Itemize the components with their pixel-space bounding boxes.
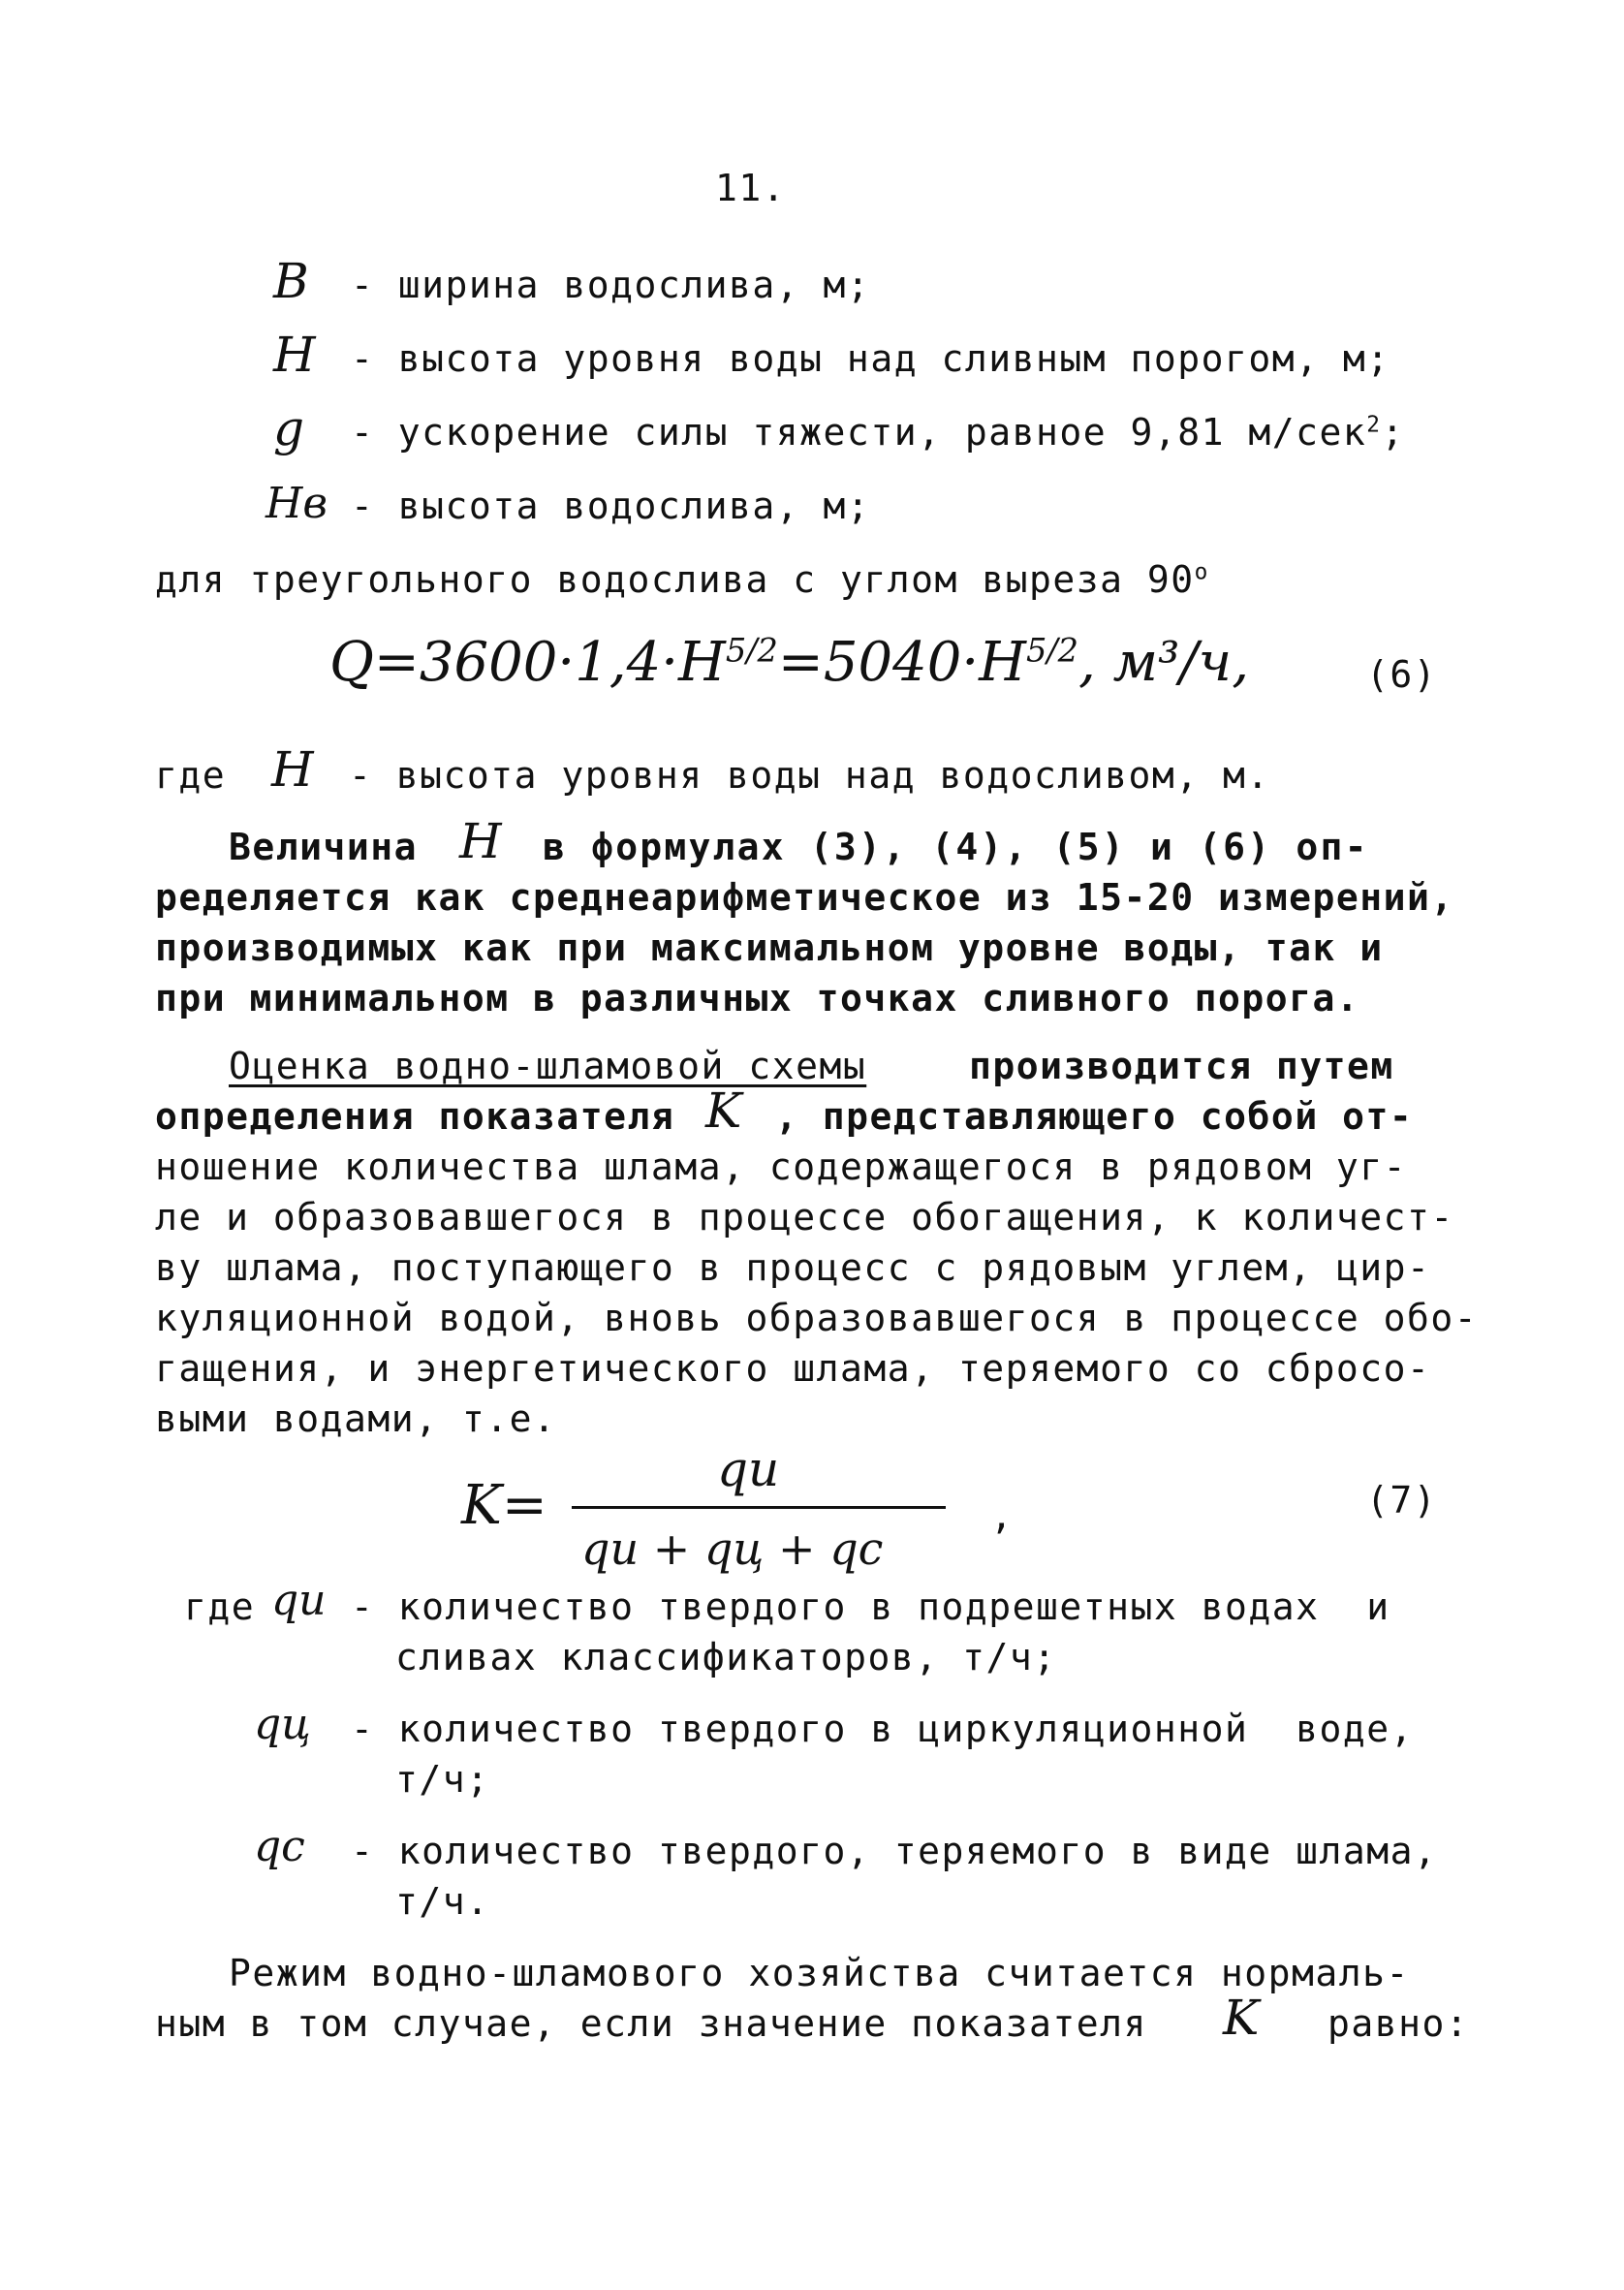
definition-qc-line2: т/ч; bbox=[395, 1758, 490, 1801]
formula-7-comma: , bbox=[990, 1494, 1015, 1537]
formula-6: $Q=3600\cdot 1,4\cdot H^{5/2}=5040\cdot H^{5/2}$, м³/ч, bbox=[329, 631, 1249, 694]
symbol-qc: qц bbox=[254, 1700, 311, 1749]
paragraph-h-line4: при минимальном в различных точках сливного порога. bbox=[155, 977, 1360, 1020]
formula-7-denominator: qи + qц + qс bbox=[581, 1522, 884, 1575]
paragraph-k-line4: ле и образовавшегося в процессе обогащения, к количест- bbox=[155, 1196, 1454, 1239]
paragraph-h-symbol: H bbox=[459, 813, 502, 869]
formula-6-number: (6) bbox=[1366, 653, 1438, 696]
paragraph-k-line2-a: определения показателя bbox=[155, 1095, 675, 1138]
definition-b-text: - ширина водослива, м; bbox=[351, 264, 871, 306]
symbol-qs: qс bbox=[254, 1822, 305, 1871]
where-h-prefix: где bbox=[155, 754, 227, 797]
definition-g-text: - ускорение силы тяжести, равное 9,81 м/сек$^2$; bbox=[351, 411, 1405, 454]
definition-qs-line1: - количество твердого, теряемого в виде шлама, bbox=[351, 1830, 1438, 1872]
paragraph-k-line5: ву шлама, поступающего в процесс с рядовым углем, цир- bbox=[155, 1246, 1431, 1289]
paragraph-k-line1-rest: производится путем bbox=[969, 1045, 1394, 1087]
paragraph-k-heading: Оценка водно-шламовой схемы bbox=[229, 1045, 867, 1087]
triangular-intro: для треугольного водослива с углом выреза 90$^o$ bbox=[155, 558, 1209, 601]
definition-h-text: - высота уровня воды над сливным порогом, м; bbox=[351, 337, 1390, 380]
closing-symbol: K bbox=[1223, 1990, 1260, 2046]
definition-qs-line2: т/ч. bbox=[395, 1880, 490, 1923]
paragraph-k-symbol: K bbox=[705, 1082, 742, 1139]
where-q-prefix: где bbox=[184, 1585, 256, 1628]
symbol-b: B bbox=[273, 253, 309, 309]
formula-7-numerator: qи bbox=[717, 1441, 780, 1497]
where-h-text: - высота уровня воды над водосливом, м. bbox=[349, 754, 1270, 797]
symbol-h: H bbox=[273, 327, 316, 383]
paragraph-h-line1-a: Величина bbox=[229, 826, 419, 868]
definition-qc-line1: - количество твердого в циркуляционной воде, bbox=[351, 1708, 1415, 1750]
symbol-hb: Hв bbox=[265, 479, 328, 528]
symbol-qi: qи bbox=[271, 1576, 327, 1625]
where-h-symbol: H bbox=[271, 741, 314, 798]
paragraph-k-line3: ношение количества шлама, содержащегося в рядовом уг- bbox=[155, 1145, 1408, 1188]
paragraph-h-line2: ределяется как среднеарифметическое из 15-20 измерений, bbox=[155, 876, 1454, 919]
page-number: 11. bbox=[715, 167, 787, 209]
paragraph-h-line1-b: в формулах (3), (4), (5) и (6) оп- bbox=[543, 826, 1369, 868]
definition-hb-text: - высота водослива, м; bbox=[351, 485, 871, 527]
definition-qi-line2: сливах классификаторов, т/ч; bbox=[395, 1636, 1057, 1678]
paragraph-k-line6: куляционной водой, вновь образовавшегося в процессе обо- bbox=[155, 1297, 1479, 1339]
fraction-line bbox=[572, 1506, 946, 1509]
definition-qi-line1: - количество твердого в подрешетных водах и bbox=[351, 1585, 1390, 1628]
formula-7-number: (7) bbox=[1366, 1479, 1438, 1521]
formula-7-lhs: K= bbox=[461, 1474, 547, 1537]
paragraph-k-line8: выми водами, т.е. bbox=[155, 1397, 557, 1440]
closing-line2-b: равно: bbox=[1327, 2002, 1470, 2045]
paragraph-h-line3: производимых как при максимальном уровне воды, так и bbox=[155, 926, 1384, 969]
closing-line2-a: ным в том случае, если значение показателя bbox=[155, 2002, 1147, 2045]
paragraph-k-line7: гащения, и энергетического шлама, теряемого со сбросо- bbox=[155, 1347, 1431, 1390]
paragraph-k-line2-b: , представляющего собой от- bbox=[775, 1095, 1414, 1138]
symbol-g: g bbox=[273, 400, 305, 456]
closing-line1: Режим водно-шламового хозяйства считается нормаль- bbox=[229, 1952, 1410, 1994]
